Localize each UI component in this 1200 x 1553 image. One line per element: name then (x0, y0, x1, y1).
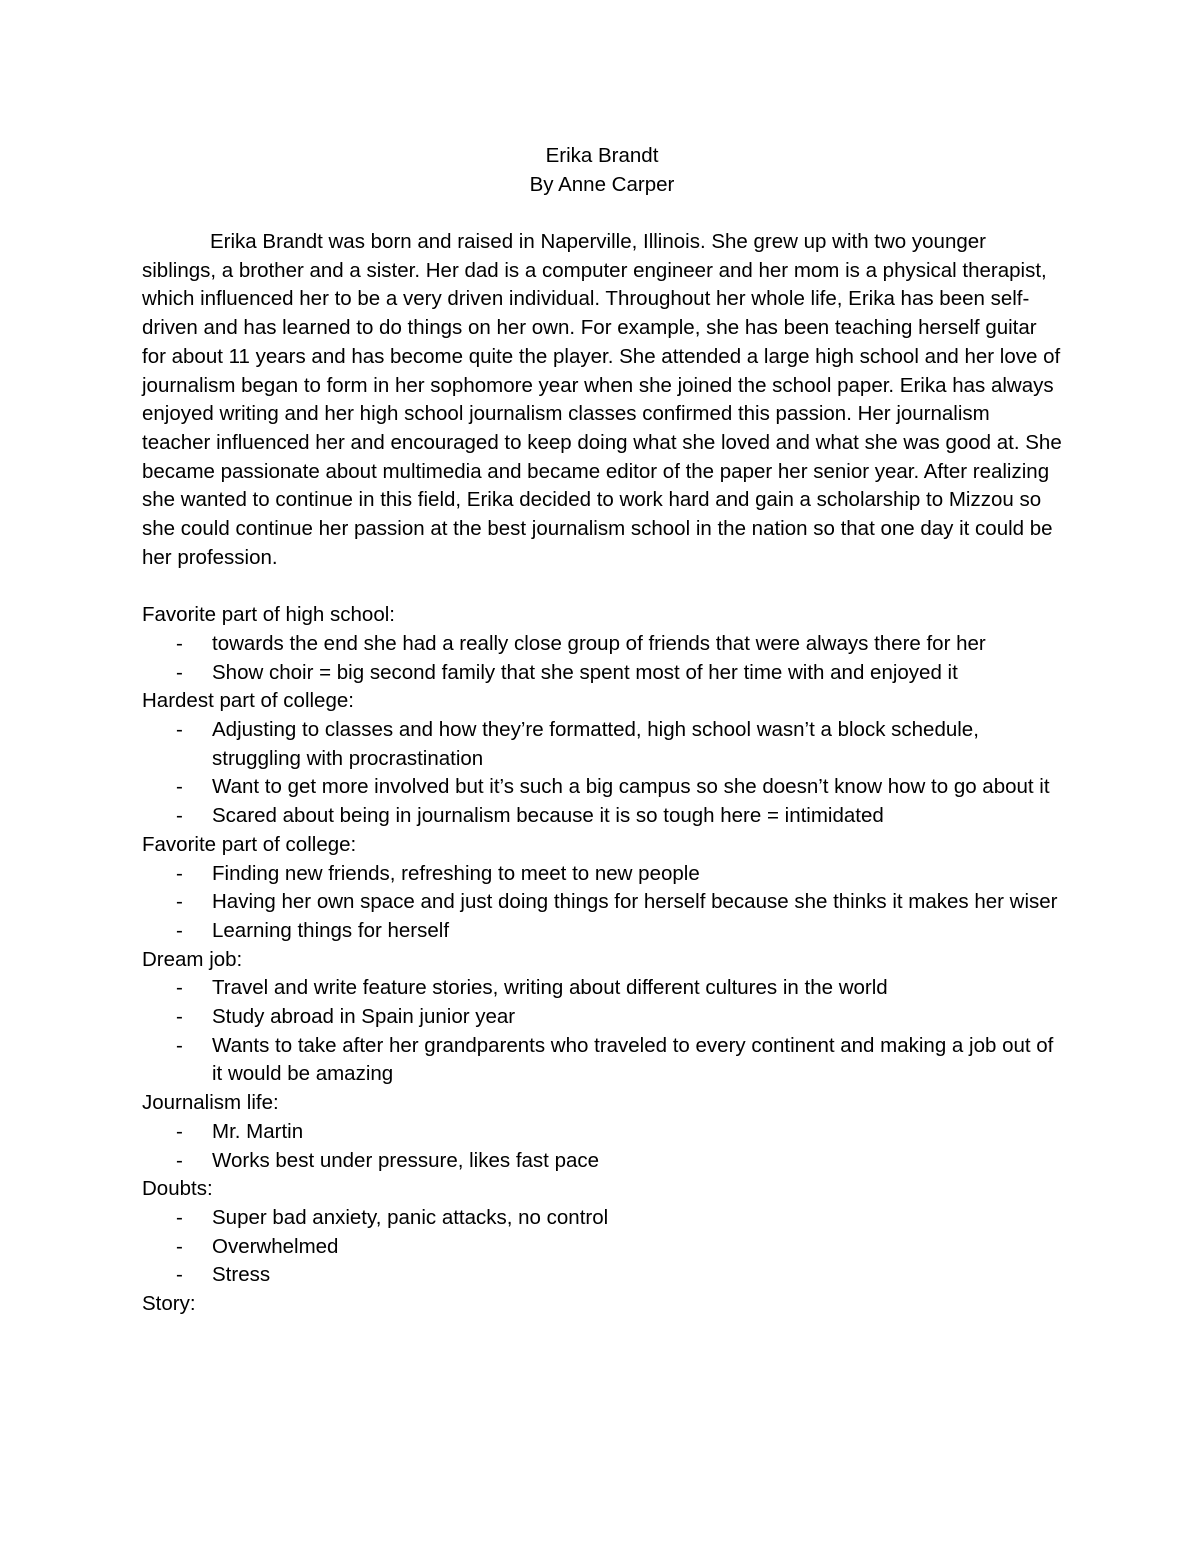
bullet-item: - Show choir = big second family that she spent most of her time with and enjoyed it (142, 659, 1062, 688)
bullet-item: - Study abroad in Spain junior year (142, 1003, 1062, 1032)
bullet-item: - Travel and write feature stories, writing about different cultures in the world (142, 974, 1062, 1003)
bullet-list (142, 1118, 1062, 1175)
bullet-item: - Having her own space and just doing things for herself because she thinks it makes her wiser (142, 888, 1062, 917)
document-title: Erika Brandt (545, 144, 659, 167)
bullet-item: - Stress (142, 1261, 1062, 1290)
section-heading: Hardest part of college: (142, 689, 354, 713)
section-heading: Favorite part of high school: (142, 603, 395, 627)
notes-section (142, 1089, 1062, 1175)
section-heading: Story: (142, 1292, 196, 1316)
body-paragraph: Erika Brandt was born and raised in Naperville, Illinois. She grew up with two younger siblings, a brother and a sister. Her dad is a computer engineer and her mom is a physical therapist, which influenced her to be a very driven individual. Throughout her whole life, Erika has been self-driven and has learned to do things on her own. For example, she has been teaching herself guitar for about 11 years and has become quite the player. She attended a large high school and her love of journalism began to form in her sophomore year when she joined the school paper. Erika has always enjoyed writing and her high school journalism classes confirmed this passion. Her journalism teacher influenced her and encouraged to keep doing what she loved and what she was good at. She became passionate about multimedia and became editor of the paper her senior year. After realizing she wanted to continue in this field, Erika decided to work hard and gain a scholarship to Mizzou so she could continue her passion at the best journalism school in the nation so that one day it could be her profession. (142, 230, 1062, 569)
notes-section (142, 1290, 1062, 1319)
bullet-item: - Adjusting to classes and how they’re formatted, high school wasn’t a block schedule, struggling with procrastination (142, 716, 1062, 773)
section-heading: Dream job: (142, 947, 243, 971)
section-heading: Favorite part of college: (142, 832, 357, 856)
notes-section (142, 831, 1062, 946)
notes-section (142, 601, 1062, 687)
bullet-list (142, 630, 1062, 687)
section-heading: Journalism life: (142, 1091, 279, 1115)
bullet-item: - Learning things for herself (142, 917, 1062, 946)
document-byline: By Anne Carper (529, 172, 675, 196)
bullet-item: - Works best under pressure, likes fast pace (142, 1147, 1062, 1176)
bullet-item: - Overwhelmed (142, 1233, 1062, 1262)
notes-section (142, 946, 1062, 1090)
bullet-list (142, 716, 1062, 831)
bullet-item: - Wants to take after her grandparents who traveled to every continent and making a job out of it would be amazing (142, 1032, 1062, 1089)
bullet-list (142, 860, 1062, 946)
bullet-item: - Scared about being in journalism because it is so tough here = intimidated (142, 802, 1062, 831)
bullet-list (142, 1204, 1062, 1290)
blank-line (142, 199, 1062, 228)
bullet-list (142, 974, 1062, 1089)
document-body (142, 142, 1062, 1319)
bullet-item: - Finding new friends, refreshing to meet to new people (142, 860, 1062, 889)
notes-section (142, 687, 1062, 831)
bullet-item: - towards the end she had a really close group of friends that were always there for her (142, 630, 1062, 659)
blank-line (142, 573, 1062, 602)
bullet-item: - Want to get more involved but it’s such a big campus so she doesn’t know how to go about it (142, 773, 1062, 802)
notes-section (142, 1175, 1062, 1290)
bullet-item: - Mr. Martin (142, 1118, 1062, 1147)
section-heading: Doubts: (142, 1177, 213, 1201)
bullet-item: - Super bad anxiety, panic attacks, no control (142, 1204, 1062, 1233)
